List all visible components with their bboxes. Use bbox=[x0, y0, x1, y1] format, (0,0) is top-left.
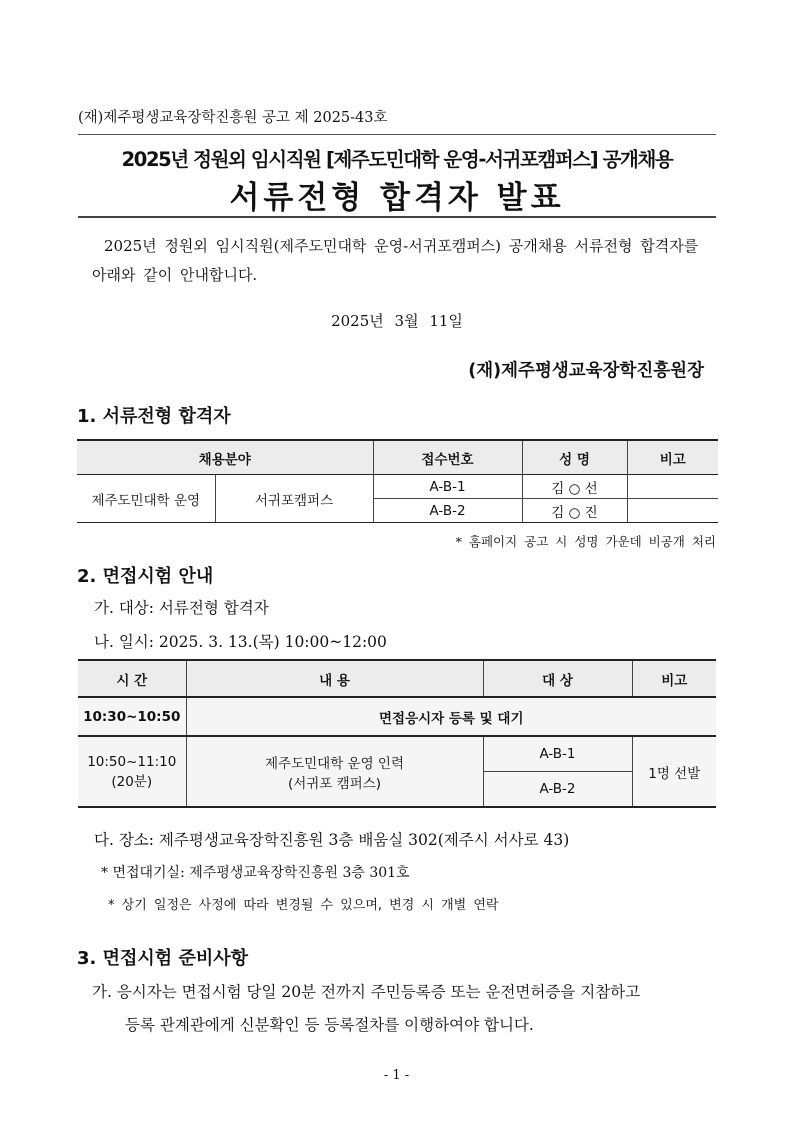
session-time bbox=[78, 736, 186, 807]
issuer-name: (재)제주평생교육장학진흥원장 bbox=[468, 361, 704, 381]
preparation-item bbox=[92, 976, 720, 1042]
interview-location: 다. 장소: 제주평생교육장학진흥원 3층 배움실 302(제주시 서사로 43) bbox=[94, 831, 570, 849]
notice-date: 2025년 3월 11일 bbox=[331, 312, 463, 330]
section-2-heading: 2. 면접시험 안내 bbox=[77, 566, 214, 587]
header-note: 비고 bbox=[627, 440, 718, 475]
schedule-note: * 상기 일정은 사정에 따라 변경될 수 있으며, 변경 시 개별 연락 bbox=[108, 898, 499, 913]
row-note bbox=[627, 475, 718, 499]
session-content-line-2: (서귀포 캠퍼스) bbox=[287, 775, 382, 792]
interview-target: 가. 대상: 서류전형 합격자 bbox=[94, 599, 269, 617]
table-row bbox=[78, 697, 716, 736]
header-rule bbox=[78, 134, 716, 135]
passers-table bbox=[77, 439, 718, 523]
field-sub: 서귀포캠퍼스 bbox=[215, 475, 373, 523]
page-number: - 1 - bbox=[383, 1068, 410, 1083]
session-duration: (20분) bbox=[111, 773, 153, 790]
title-rule bbox=[78, 216, 716, 218]
interview-datetime: 나. 일시: 2025. 3. 13.(목) 10:00~12:00 bbox=[94, 633, 387, 651]
header-field: 채용분야 bbox=[77, 440, 373, 475]
receipt-number: A-B-2 bbox=[373, 499, 522, 523]
session-time-range: 10:50~11:10 bbox=[87, 753, 177, 770]
session-content-line-1: 제주도민대학 운영 인력 bbox=[265, 755, 404, 772]
header-target: 대 상 bbox=[483, 660, 632, 697]
row-note bbox=[627, 499, 718, 523]
title-line-1: 2025년 정원외 임시직원 [제주도민대학 운영-서귀포캠퍼스] 공개채용 bbox=[121, 148, 673, 171]
notice-number: (재)제주평생교육장학진흥원 공고 제 2025-43호 bbox=[78, 110, 388, 126]
field-main: 제주도민대학 운영 bbox=[77, 475, 215, 523]
applicant-name: 김 ○ 선 bbox=[522, 475, 627, 499]
intro-paragraph: 2025년 정원외 임시직원(제주도민대학 운영-서귀포캠퍼스) 공개채용 서류전형 합격자를 아래와 같이 안내합니다. bbox=[92, 237, 699, 284]
applicant-name: 김 ○ 진 bbox=[522, 499, 627, 523]
session-target: A-B-1 bbox=[483, 736, 632, 772]
session-note: 1명 선발 bbox=[632, 736, 716, 807]
header-name: 성 명 bbox=[522, 440, 627, 475]
table-footnote: * 홈페이지 공고 시 성명 가운데 비공개 처리 bbox=[455, 534, 716, 549]
section-3-heading: 3. 면접시험 준비사항 bbox=[77, 948, 248, 969]
header-note: 비고 bbox=[632, 660, 716, 697]
page-title: 서류전형 합격자 발표 bbox=[229, 180, 565, 216]
header-time: 시 간 bbox=[78, 660, 186, 697]
table-row bbox=[78, 736, 716, 772]
header-content: 내 용 bbox=[186, 660, 483, 697]
session-target: A-B-2 bbox=[483, 772, 632, 808]
waiting-room: * 면접대기실: 제주평생교육장학진흥원 3층 301호 bbox=[101, 865, 410, 881]
registration-content: 면접응시자 등록 및 대기 bbox=[186, 697, 716, 736]
section-1-heading: 1. 서류전형 합격자 bbox=[77, 406, 231, 427]
receipt-number: A-B-1 bbox=[373, 475, 522, 499]
preparation-line-2: 등록 관계관에게 신분확인 등 등록절차를 이행하여야 합니다. bbox=[125, 1016, 534, 1034]
session-content bbox=[186, 736, 483, 807]
preparation-line-1: 가. 응시자는 면접시험 당일 20분 전까지 주민등록증 또는 운전면허증을 지참하고 bbox=[92, 983, 641, 1001]
registration-time: 10:30~10:50 bbox=[78, 697, 186, 736]
header-receipt: 접수번호 bbox=[373, 440, 522, 475]
interview-schedule-table bbox=[78, 659, 716, 808]
table-row bbox=[77, 475, 718, 499]
